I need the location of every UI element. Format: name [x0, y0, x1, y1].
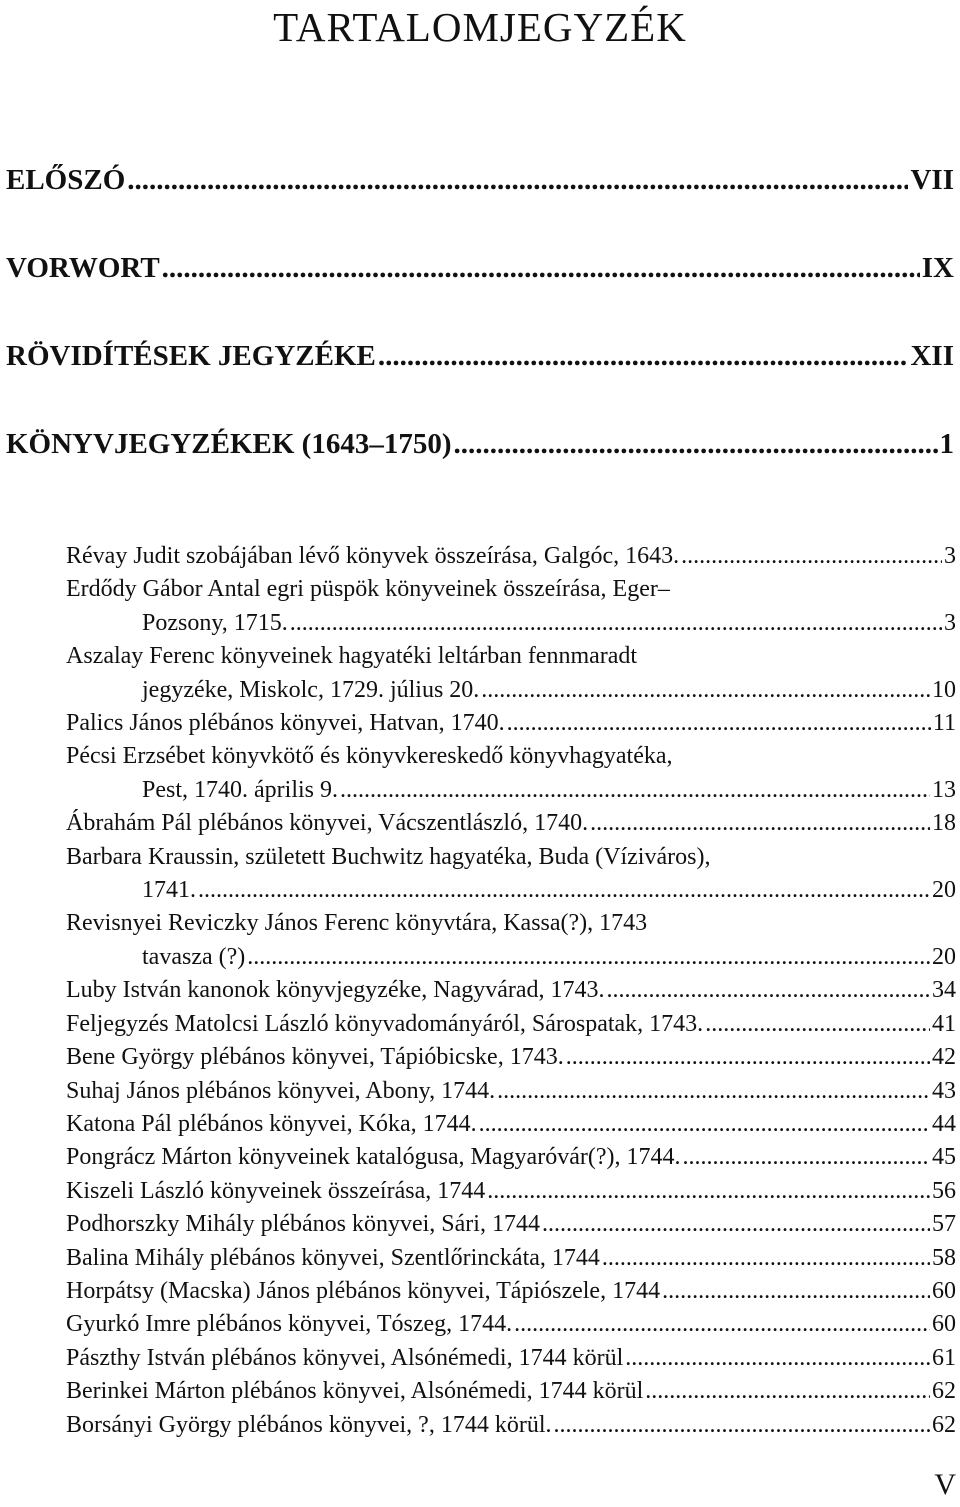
- entry-title: Podhorszky Mihály plébános könyvei, Sári, 1744: [66, 1211, 540, 1238]
- entry-title: Ábrahám Pál plébános könyvei, Vácszentlászló, 1740.: [66, 810, 589, 837]
- entry-title: Borsányi György plébános könyvei, ?, 1744 körül.: [66, 1411, 552, 1438]
- dot-leader: [479, 1108, 930, 1141]
- toc-entry[interactable]: [66, 1141, 956, 1174]
- dot-leader: [247, 941, 930, 974]
- entry-page-number: 10: [932, 676, 956, 703]
- toc-entry[interactable]: [66, 807, 956, 840]
- entry-title: Suhaj János plébános könyvei, Abony, 1744.: [66, 1077, 496, 1104]
- toc-entry[interactable]: [66, 1041, 956, 1074]
- toc-entry[interactable]: [66, 1275, 956, 1308]
- entry-page-number: 11: [932, 710, 956, 737]
- entry-title: Palics János plébános könyvei, Hatvan, 1740.: [66, 710, 505, 737]
- toc-entry[interactable]: [66, 1242, 956, 1275]
- entry-title: Katona Pál plébános könyvei, Kóka, 1744.: [66, 1110, 477, 1137]
- entry-title: Kiszeli László könyveinek összeírása, 1744: [66, 1177, 486, 1204]
- entry-title-continued: 1741.: [142, 877, 196, 904]
- entry-title: Barbara Kraussin, született Buchwitz hagyatéka, Buda (Víziváros),: [66, 843, 711, 870]
- entry-page-number: 56: [932, 1177, 956, 1204]
- toc-entry[interactable]: [66, 707, 956, 740]
- toc-entry[interactable]: [66, 974, 956, 1007]
- toc-section-konyvjegyzekek[interactable]: [6, 427, 954, 461]
- dot-leader: [514, 1308, 930, 1341]
- entry-title-continued: Pest, 1740. április 9.: [142, 776, 338, 803]
- entry-page-number: 45: [932, 1144, 956, 1171]
- toc-entry[interactable]: [66, 1075, 956, 1108]
- toc-entry[interactable]: [66, 740, 956, 807]
- section-label: RÖVIDÍTÉSEK JEGYZÉKE: [6, 340, 376, 372]
- dot-leader: [705, 1008, 930, 1041]
- entry-page-number: 62: [932, 1411, 956, 1438]
- entry-title: Gyurkó Imre plébános könyvei, Tószeg, 1744.: [66, 1311, 513, 1338]
- section-label: VORWORT: [6, 252, 160, 284]
- toc-entry[interactable]: [66, 573, 956, 640]
- entry-title: Erdődy Gábor Antal egri püspök könyveinek összeírása, Eger–: [66, 576, 670, 603]
- toc-entry[interactable]: [66, 907, 956, 974]
- toc-entry[interactable]: [66, 1308, 956, 1341]
- entry-page-number: 57: [932, 1211, 956, 1238]
- dot-leader: [507, 707, 931, 740]
- entry-title: Révay Judit szobájában lévő könyvek összeírása, Galgóc, 1643.: [66, 543, 680, 569]
- dot-leader: [566, 1041, 930, 1074]
- entry-page-number: 20: [932, 943, 956, 970]
- dot-leader: [290, 607, 942, 640]
- entry-page-number: 18: [932, 810, 956, 837]
- entry-page-number: 3: [944, 543, 956, 569]
- dot-leader: [127, 163, 908, 197]
- entry-title: Revisnyei Reviczky János Ferenc könyvtára, Kassa(?), 1743: [66, 910, 648, 937]
- toc-entry[interactable]: [66, 1208, 956, 1241]
- section-page-number: IX: [921, 252, 954, 284]
- entry-title: Pászthy István plébános könyvei, Alsónémedi, 1744 körül: [66, 1344, 624, 1371]
- entry-page-number: 58: [932, 1244, 956, 1271]
- entry-page-number: 41: [932, 1010, 956, 1037]
- dot-leader: [682, 1141, 930, 1174]
- toc-entry[interactable]: [66, 1008, 956, 1041]
- dot-leader: [607, 974, 930, 1007]
- dot-leader: [340, 774, 930, 807]
- entry-page-number: 60: [932, 1311, 956, 1338]
- entry-page-number: 61: [932, 1344, 956, 1371]
- dot-leader: [681, 540, 942, 573]
- toc-entry[interactable]: [66, 1375, 956, 1408]
- entry-page-number: 42: [932, 1044, 956, 1071]
- section-page-number: 1: [939, 428, 954, 460]
- dot-leader: [162, 251, 920, 285]
- entry-title: Feljegyzés Matolcsi László könyvadományáról, Sárospatak, 1743.: [66, 1010, 704, 1037]
- entry-title: Balina Mihály plébános könyvei, Szentlőrinckáta, 1744: [66, 1244, 600, 1271]
- section-page-number: VII: [910, 164, 954, 196]
- toc-entry[interactable]: [66, 1108, 956, 1141]
- toc-section-vorwort[interactable]: [6, 251, 954, 285]
- section-label: ELŐSZÓ: [6, 164, 126, 196]
- entry-page-number: 60: [932, 1277, 956, 1304]
- entry-page-number: 43: [932, 1077, 956, 1104]
- dot-leader: [542, 1208, 930, 1241]
- entry-title: Luby István kanonok könyvjegyzéke, Nagyvárad, 1743.: [66, 977, 605, 1004]
- dot-leader: [554, 1409, 931, 1442]
- dot-leader: [487, 1175, 930, 1208]
- toc-section-eloszo[interactable]: [6, 163, 954, 197]
- entry-page-number: 13: [932, 776, 956, 803]
- section-label: KÖNYVJEGYZÉKEK (1643–1750): [6, 428, 452, 460]
- toc-entry-list: [66, 540, 956, 1442]
- dot-leader: [602, 1242, 930, 1275]
- entry-title: Pongrácz Márton könyveinek katalógusa, Magyaróvár(?), 1744.: [66, 1144, 681, 1171]
- dot-leader: [198, 874, 930, 907]
- toc-entry[interactable]: [66, 1175, 956, 1208]
- entry-page-number: 44: [932, 1110, 956, 1137]
- entry-title: Aszalay Ferenc könyveinek hagyatéki leltárban fennmaradt: [66, 643, 638, 670]
- page-number: V: [934, 1468, 956, 1501]
- entry-title-continued: tavasza (?): [142, 943, 246, 970]
- dot-leader: [625, 1342, 930, 1375]
- entry-page-number: 62: [932, 1378, 956, 1405]
- toc-entry[interactable]: [66, 540, 956, 573]
- toc-entry[interactable]: [66, 841, 956, 908]
- toc-entry[interactable]: [66, 640, 956, 707]
- dot-leader: [662, 1275, 930, 1308]
- entry-title-continued: jegyzéke, Miskolc, 1729. július 20.: [142, 676, 480, 703]
- entry-title: Horpátsy (Macska) János plébános könyvei, Tápiószele, 1744: [66, 1277, 661, 1304]
- dot-leader: [481, 674, 930, 707]
- entry-page-number: 3: [944, 609, 956, 636]
- dot-leader: [645, 1375, 930, 1408]
- dot-leader: [590, 807, 930, 840]
- dot-leader: [454, 427, 938, 461]
- entry-title-continued: Pozsony, 1715.: [142, 609, 288, 636]
- toc-entry[interactable]: [66, 1342, 956, 1375]
- toc-section-roviditesek[interactable]: [6, 339, 954, 373]
- entry-page-number: 20: [932, 877, 956, 904]
- entry-title: Berinkei Márton plébános könyvei, Alsónémedi, 1744 körül: [66, 1378, 644, 1405]
- entry-title: Pécsi Erzsébet könyvkötő és könyvkereskedő könyvhagyatéka,: [66, 743, 673, 770]
- dot-leader: [378, 339, 909, 373]
- entry-page-number: 34: [932, 977, 956, 1004]
- section-page-number: XII: [910, 340, 954, 372]
- entry-title: Bene György plébános könyvei, Tápióbicske, 1743.: [66, 1044, 564, 1071]
- page-title: TARTALOMJEGYZÉK: [273, 4, 687, 50]
- toc-entry[interactable]: [66, 1409, 956, 1442]
- dot-leader: [497, 1075, 930, 1108]
